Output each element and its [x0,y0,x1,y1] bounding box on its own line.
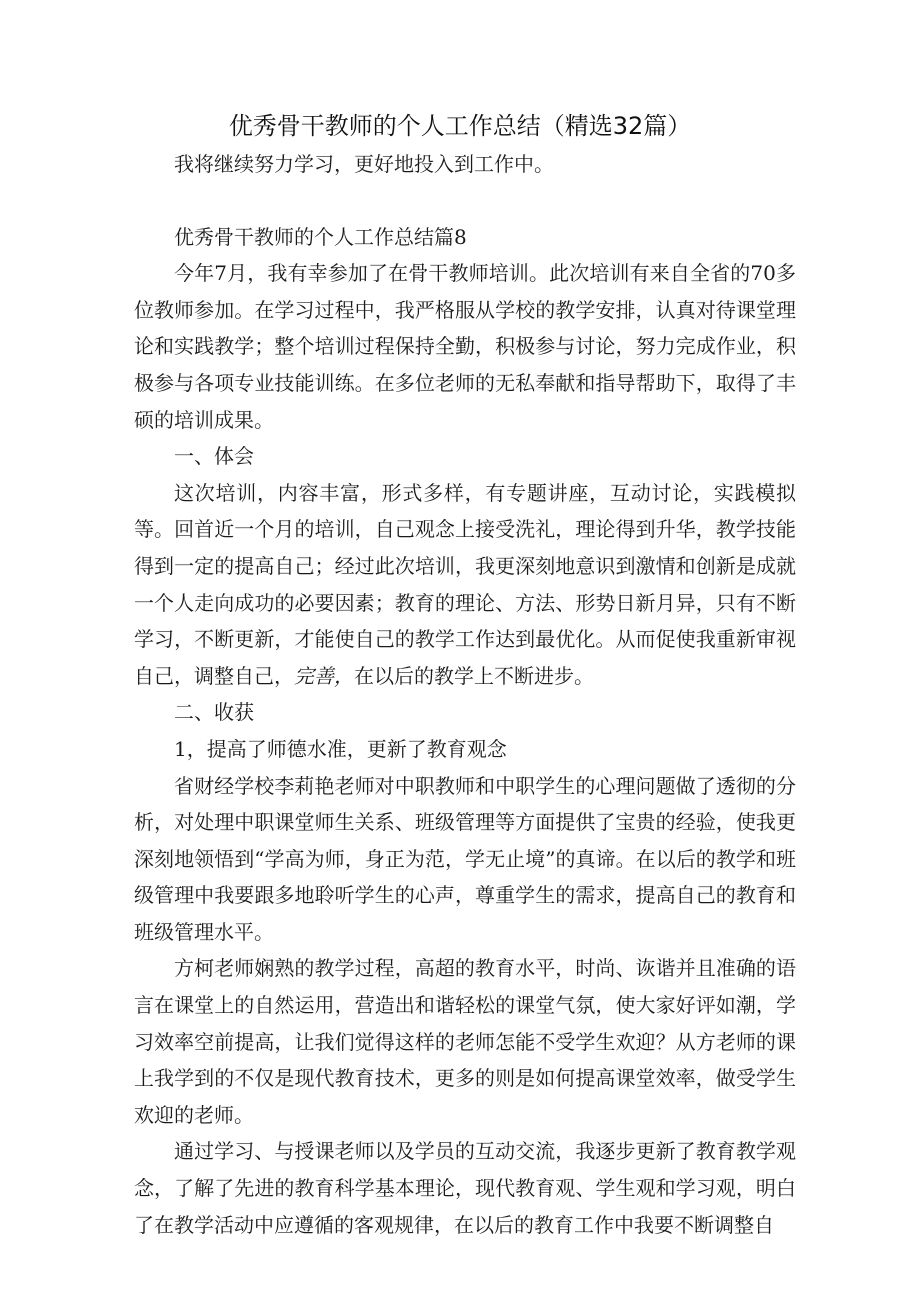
document-body [134,146,796,1243]
section-heading: 优秀骨干教师的个人工作总结篇8 [174,224,467,249]
paragraph-li: 省财经学校李莉艳老师对中职教师和中职学生的心理问题做了透彻的分析，对处理中职课堂师生关系、班级管理等方面提供了宝贵的经验，使我更深刻地领悟到“学高为师，身正为范，学无止境”的真谛。在以后的教学和班级管理中我要跟多地聆听学生的心声，尊重学生的需求，提高自己的教育和班级管理水平。 [134,773,796,944]
paragraph-learning: 通过学习、与授课老师以及学员的互动交流，我逐步更新了教育教学观念，了解了先进的教育科学基本理论，现代教育观、学生观和学习观，明白了在教学活动中应遵循的客观规律，在以后的教育工作中我要不断调整自 [134,1139,796,1237]
paragraph-experience-text: 这次培训，内容丰富，形式多样，有专题讲座，互动讨论，实践模拟等。回首近一个月的培训，自己观念上接受洗礼，理论得到升华，教学技能得到一定的提高自己；经过此次培训，我更深刻地意识到激情和创新是成就一个人走向成功的必要因素；教育的理论、方法、形势日新月异，只有不断学习，不断更新，才能使自己的教学工作达到最优化。从而促使我重新审视自己，调整自己， [134,480,796,688]
paragraph-continuation: 我将继续努力学习，更好地投入到工作中。 [174,152,554,176]
subheading-ethics: 1，提高了师德水准，更新了教育观念 [174,736,507,761]
paragraph-intro: 今年7月，我有幸参加了在骨干教师培训。此次培训有来自全省的70多位教师参加。在学习过程中，我严格服从学校的教学安排，认真对待课堂理论和实践教学；整个培训过程保持全勤，积极参与讨论，努力完成作业，积极参与各项专业技能训练。在多位老师的无私奉献和指导帮助下，取得了丰硕的培训成果。 [134,261,796,432]
paragraph-experience [134,475,796,695]
heading-gains: 二、收获 [174,700,254,725]
paragraph-fang: 方柯老师娴熟的教学过程，高超的教育水平，时尚、诙谐并且准确的语言在课堂上的自然运用，营造出和谐轻松的课堂气氛，使大家好评如潮，学习效率空前提高，让我们觉得这样的老师怎能不受学生欢迎？从方老师的课上我学到的不仅是现代教育技术，更多的则是如何提高课堂效率，做受学生欢迎的老师。 [134,956,796,1127]
italic-fragment: 完善， [294,663,354,688]
heading-experience: 一、体会 [174,444,254,469]
paragraph-experience-end: 在以后的教学上不断进步。 [354,663,594,688]
document-title: 优秀骨干教师的个人工作总结（精选32篇） [228,112,692,140]
